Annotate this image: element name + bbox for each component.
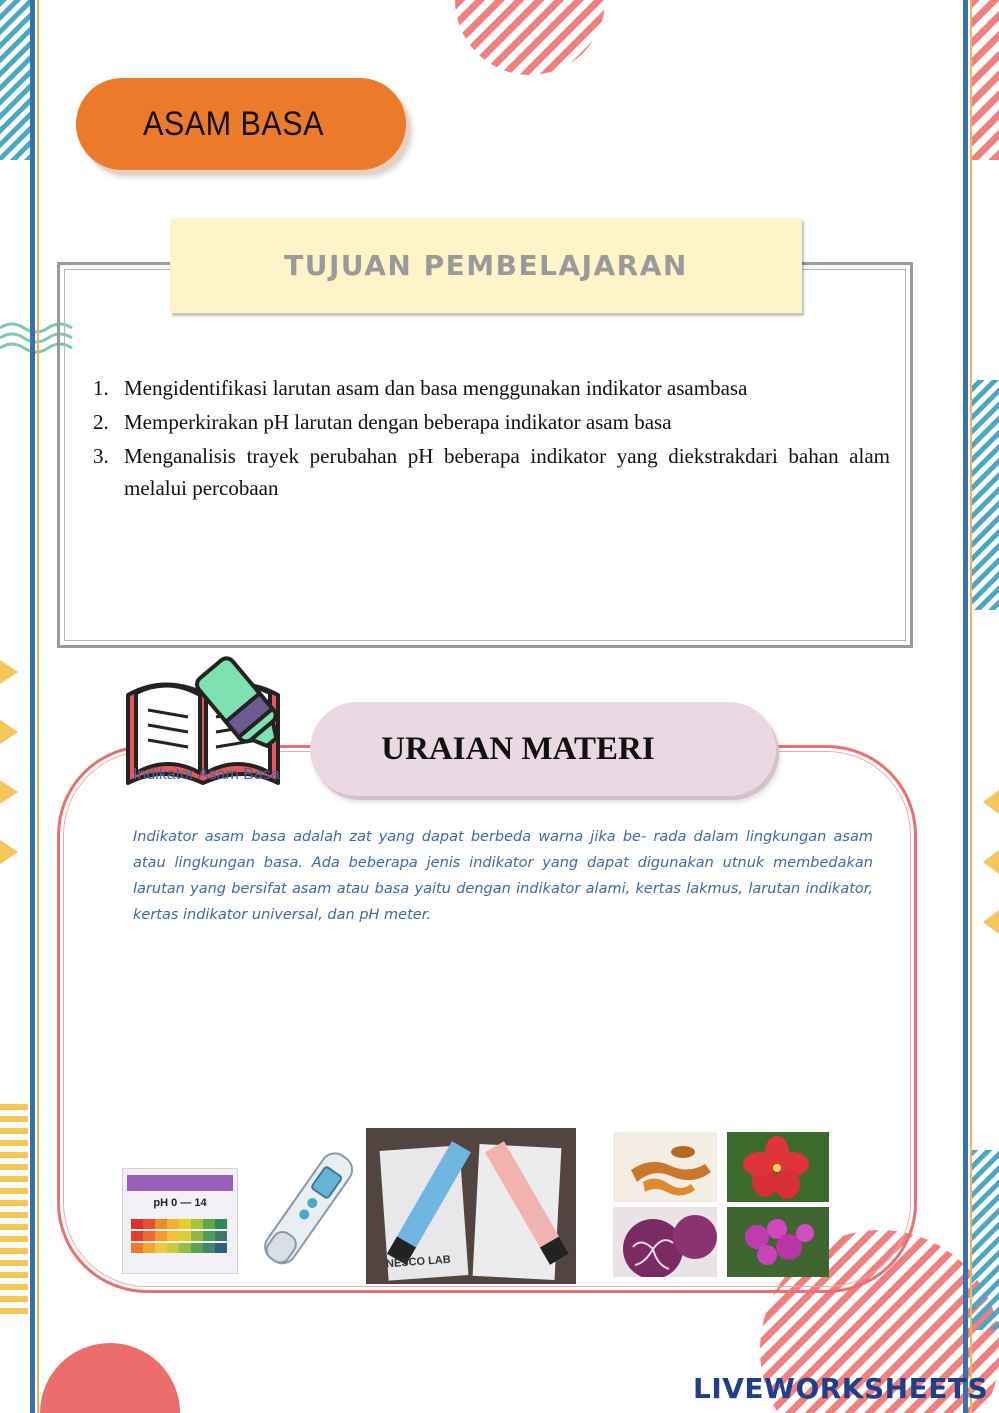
objective-item [90,406,890,438]
liveworksheets-brand: LIVEWORKSHEETS [693,1372,989,1405]
materials-pill [310,702,776,796]
ph-strip-label: pH 0 — 14 [153,1197,207,1209]
materials-caption: Indikator Asam Basa [133,766,280,783]
frame-line-left [30,0,35,1413]
frame-line-right-accent [970,0,972,1413]
frame-line-left-accent [37,0,39,1413]
ph-meter-image [250,1145,362,1280]
litmus-paper-image [366,1128,576,1284]
title-pill [76,78,406,170]
hibiscus-flower-image [727,1132,829,1202]
objective-number: 3. [93,444,109,468]
bougainvillea-flower-image [727,1207,829,1277]
objective-text: Menganalisis trayek perubahan pH beberapa indikator yang diekstrakdari bahan alam melalui percobaan [124,444,890,500]
objective-item [90,372,890,404]
objective-number: 2. [93,410,109,434]
turmeric-image [613,1132,717,1202]
objective-text: Mengidentifikasi larutan asam dan basa menggunakan indikator asambasa [124,376,748,400]
objective-item [90,440,890,504]
red-cabbage-image [613,1207,717,1277]
liveworksheets-logo [693,1372,988,1405]
objective-number: 1. [93,376,109,400]
litmus-brand-label: NESCO LAB [385,1253,452,1271]
ph-indicator-strip-image [122,1168,238,1274]
objective-text: Memperkirakan pH larutan dengan beberapa indikator asam basa [124,410,672,434]
ph-color-chart [123,1209,237,1269]
page-title: ASAM BASA [143,104,325,143]
materials-paragraph: Indikator asam basa adalah zat yang dapat berbeda warna jika be- rada dalam lingkungan asam atau lingkungan basa. Ada beberapa jenis indikator yang dapat digunakan utnuk membedakan larutan yang bersifat asam atau basa yaitu dengan indikator alami, kertas lakmus, larutan indikator, kertas indikator universal, dan pH meter. [133,829,873,923]
objectives-banner [170,218,802,313]
materials-heading: URAIAN MATERI [381,730,655,767]
objectives-heading: TUJUAN PEMBELAJARAN [284,249,688,282]
objectives-list [90,372,890,506]
frame-line-right [963,0,968,1413]
